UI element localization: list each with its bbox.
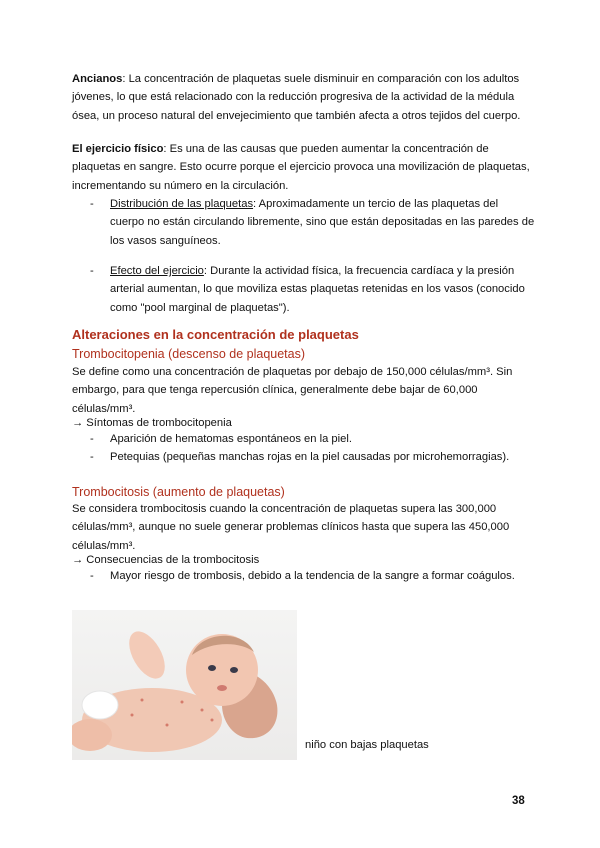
- baby-arm: [122, 625, 172, 684]
- bullet-term: Distribución de las plaquetas: [110, 198, 254, 210]
- bullet-dash: -: [90, 433, 94, 445]
- trombocitosis-consequences-label: → Consecuencias de la trombocitosis: [72, 554, 260, 566]
- bullet-text: : Aproximadamente un tercio de las plaquetas del cuerpo no están circulando libremente, sino que están depositadas en las paredes de los vasos sanguíneos.: [110, 198, 535, 247]
- ejercicio-paragraph: [72, 140, 537, 195]
- baby-mouth: [217, 685, 227, 691]
- trombocitopenia-bullet-1: [90, 430, 535, 448]
- bullet-dash: -: [90, 198, 94, 210]
- trombocitosis-paragraph: Se considera trombocitosis cuando la concentración de plaquetas supera las 300,000 células/mm³, aunque no suele generar problemas clínicos hasta que supera las 450,000 células/mm³.: [72, 503, 510, 552]
- trombocitosis-bullet-1: [90, 567, 535, 585]
- section-heading: Alteraciones en la concentración de plaquetas: [72, 327, 359, 342]
- trombocitosis-heading: Trombocitosis (aumento de plaquetas): [72, 485, 285, 499]
- trombocitopenia-bullet-2: [90, 448, 535, 466]
- ancianos-text: : La concentración de plaquetas suele disminuir en comparación con los adultos jóvenes, lo que está relacionado con la reducción progresiva de la actividad de la médula ósea, un proceso natural del envejecimiento que también afecta a otros tejidos del cuerpo.: [72, 73, 521, 122]
- ejercicio-text: : Es una de las causas que pueden aumentar la concentración de plaquetas en sangre. Esto ocurre porque el ejercicio provoca una movilización de plaquetas, incrementando su número en la circulación.: [72, 143, 530, 192]
- ejercicio-label: El ejercicio físico: [72, 143, 164, 155]
- baby-illustration: [72, 610, 297, 760]
- baby-eye: [208, 665, 216, 671]
- ancianos-paragraph: [72, 70, 537, 125]
- bullet-dash: -: [90, 265, 94, 277]
- bullet-dash: -: [90, 451, 94, 463]
- bullet-dash: -: [90, 570, 94, 582]
- diaper: [82, 691, 118, 719]
- bullet-text: : Durante la actividad física, la frecuencia cardíaca y la presión arterial aumentan, lo que moviliza estas plaquetas retenidas en los vasos (conocido como "pool marginal de plaquetas").: [110, 265, 525, 314]
- page-number: 38: [512, 795, 525, 807]
- trombocitopenia-paragraph: Se define como una concentración de plaquetas por debajo de 150,000 células/mm³. Sin embargo, para que tenga repercusión clínica, generalmente debe bajar de 60,000 células/mm³.: [72, 366, 513, 415]
- bullet-text: Petequias (pequeñas manchas rojas en la piel causadas por microhemorragias).: [110, 451, 510, 463]
- bullet-term: Efecto del ejercicio: [110, 265, 204, 277]
- trombocitopenia-heading: Trombocitopenia (descenso de plaquetas): [72, 347, 306, 361]
- trombocitopenia-symptoms-label: → Síntomas de trombocitopenia: [72, 417, 232, 429]
- baby-eye: [230, 667, 238, 673]
- bullet-text: Mayor riesgo de trombosis, debido a la tendencia de la sangre a formar coágulos.: [110, 570, 515, 582]
- photo-caption: niño con bajas plaquetas: [305, 739, 429, 751]
- baby-photo: [72, 610, 297, 760]
- ejercicio-bullet-2: [90, 262, 535, 317]
- ancianos-label: Ancianos: [72, 73, 123, 85]
- ejercicio-bullet-1: [90, 195, 535, 250]
- bullet-text: Aparición de hematomas espontáneos en la piel.: [110, 433, 352, 445]
